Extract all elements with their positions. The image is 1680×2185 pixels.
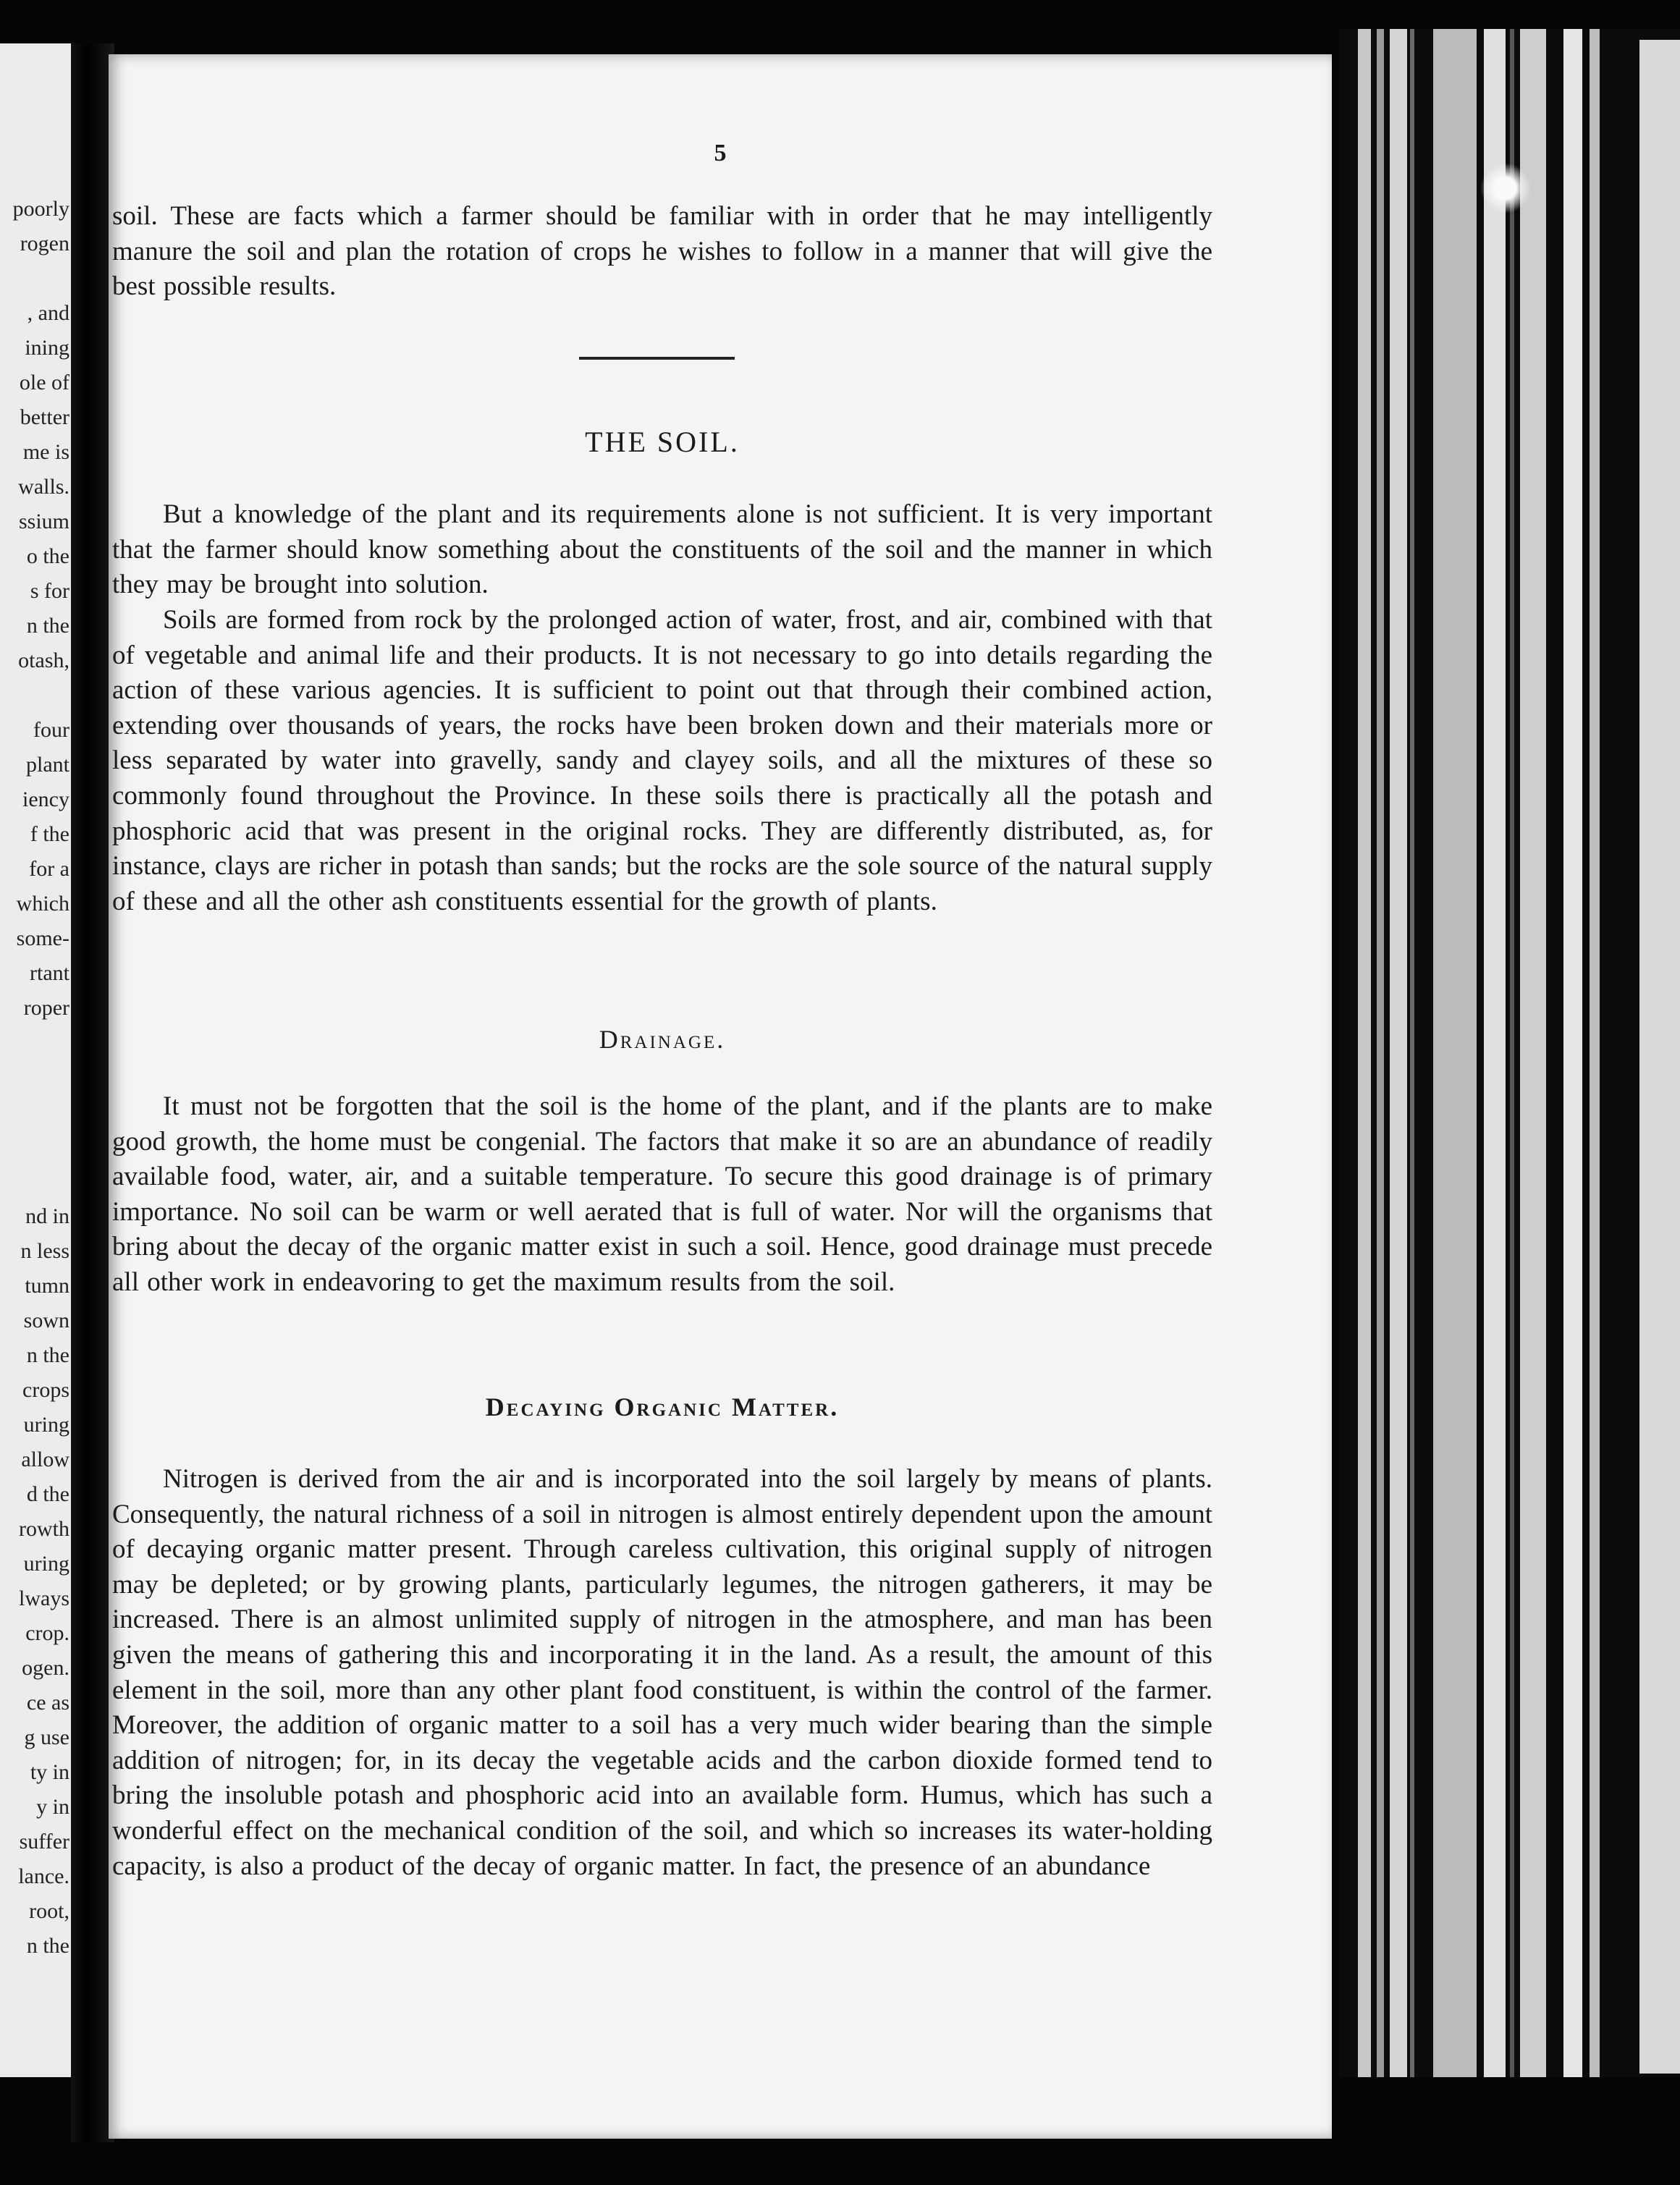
left-fragment: crop. xyxy=(25,1621,69,1645)
left-fragment: , and xyxy=(27,301,69,325)
left-fragment: n the xyxy=(26,1343,69,1367)
left-fragment: rtant xyxy=(30,961,69,985)
left-page-line-endings xyxy=(0,192,69,1964)
left-fragment: ogen. xyxy=(22,1656,69,1680)
left-fragment: walls. xyxy=(18,475,69,499)
left-fragment: y in xyxy=(36,1795,69,1819)
left-fragment: s for xyxy=(30,579,69,603)
left-fragment: uring xyxy=(23,1413,69,1437)
drainage-paragraph: It must not be forgotten that the soil is the home of the plant, and if the plants are to make good growth, the home must be congenial. The factors that make it so are an abundance of readily available food, water, air, and a suitable temperature. To secure this good drainage is of primary importance. No soil can be warm or well aerated that is full of water. Nor will the organisms that bring about the decay of the organic matter exist in such a soil. Hence, good drainage must precede all other work in endeavoring to get the maximum results from the soil. xyxy=(112,1091,1212,1297)
left-fragment: plant xyxy=(26,753,69,777)
left-fragment: ce as xyxy=(26,1691,69,1715)
left-fragment: uring xyxy=(23,1552,69,1576)
left-fragment: which xyxy=(16,892,69,916)
left-fragment: better xyxy=(20,405,69,429)
left-fragment: nd in xyxy=(25,1204,69,1228)
left-fragment: suffer xyxy=(19,1830,69,1854)
left-fragment: f the xyxy=(30,822,69,846)
left-fragment: lways xyxy=(19,1586,69,1610)
left-fragment: ole of xyxy=(19,371,69,394)
left-fragment: some- xyxy=(16,926,69,950)
left-fragment: sown xyxy=(23,1309,69,1332)
left-fragment: otash, xyxy=(18,648,69,672)
left-fragment: n the xyxy=(26,1934,69,1958)
left-fragment: four xyxy=(33,718,69,742)
left-fragment: n less xyxy=(20,1239,69,1263)
left-fragment: ssium xyxy=(18,510,69,533)
left-fragment: me is xyxy=(22,440,69,464)
book-gutter xyxy=(71,43,114,2142)
left-fragment: g use xyxy=(24,1725,69,1749)
left-fragment: poorly xyxy=(12,197,69,221)
section-divider-rule xyxy=(579,357,735,360)
book-page xyxy=(109,54,1332,2139)
heading-decaying-organic-matter: Decaying Organic Matter. xyxy=(485,1392,840,1421)
organic-matter-paragraph: Nitrogen is derived from the air and is incorporated into the soil largely by means of plants. Consequently, the natural richness of a soil in nitrogen is almost entirely dependent upon the amount of decaying organic matter present. Through careless cultivation, this original supply of nitrogen may be depleted; or by growing plants, particularly legumes, the nitrogen gatherers, it may be increased. There is an almost unlimited supply of nitrogen in the atmosphere, and man has been given the means of gathering this and incorporating it in the land. As a result, the amount of this element in the soil, more than any other plant food constituent, is within the control of the farmer. Moreover, the addition of organic matter to a soil has a very much wider bearing than the simple addition of nitrogen; for, in its decay the vegetable acids and the carbon dioxide formed tend to bring the insoluble potash and phosphoric acid into an available form. Humus, which has such a wonderful effect on the mechanical condition of the soil, and which so increases its water-holding capacity, is also a product of the decay of organic matter. In fact, the presence of an abundance xyxy=(112,1464,1212,1881)
left-facing-page xyxy=(0,43,72,2077)
left-fragment: ining xyxy=(25,336,69,360)
heading-the-soil: THE SOIL. xyxy=(585,426,740,458)
back-cover-edge xyxy=(1639,40,1680,2074)
left-fragment: lance. xyxy=(18,1864,69,1888)
soil-paragraph-1: But a knowledge of the plant and its requirements alone is not sufficient. It is very important that the farmer should know something about the constituents of the soil and the manner in which they may be brought into solution. xyxy=(112,499,1212,600)
left-fragment: crops xyxy=(22,1378,69,1402)
left-fragment: root, xyxy=(29,1899,69,1923)
paper-damage-spot xyxy=(1480,163,1531,214)
left-fragment: n the xyxy=(26,614,69,638)
left-fragment: roper xyxy=(23,996,69,1020)
left-fragment: for a xyxy=(29,857,69,881)
left-fragment: ty in xyxy=(30,1760,69,1784)
left-fragment: tumn xyxy=(25,1274,69,1298)
soil-paragraph-2: Soils are formed from rock by the prolonged action of water, frost, and air, combined with that of vegetable and animal life and their products. It is not necessary to go into details regarding the action of these various agencies. It is sufficient to point out that through their combined action, extending over thousands of years, the rocks have been broken down and their materials more or less separated by water into gravelly, sandy and clayey soils, and all the mixtures of these so commonly found throughout the Province. In these soils there is practically all the potash and phosphoric acid that was present in the original rocks. They are differently distributed, as, for instance, clays are richer in potash than sands; but the rocks are the sole source of the natural supply of these and all the other ash constituents essential for the growth of plants. xyxy=(112,605,1212,916)
left-fragment: o the xyxy=(26,544,69,568)
page-number: 5 xyxy=(714,140,727,166)
left-fragment: d the xyxy=(26,1482,69,1506)
heading-drainage: Drainage. xyxy=(599,1025,726,1054)
intro-paragraph: soil. These are facts which a farmer should be familiar with in order that he may intelligently manure the soil and plan the rotation of crops he wishes to follow in a manner that will give the best possible results. xyxy=(112,201,1212,302)
left-fragment: rowth xyxy=(19,1517,69,1541)
left-fragment: allow xyxy=(21,1447,69,1471)
left-fragment: rogen xyxy=(20,232,69,255)
page-stack-edge xyxy=(1339,29,1680,2077)
left-fragment: iency xyxy=(22,787,69,811)
